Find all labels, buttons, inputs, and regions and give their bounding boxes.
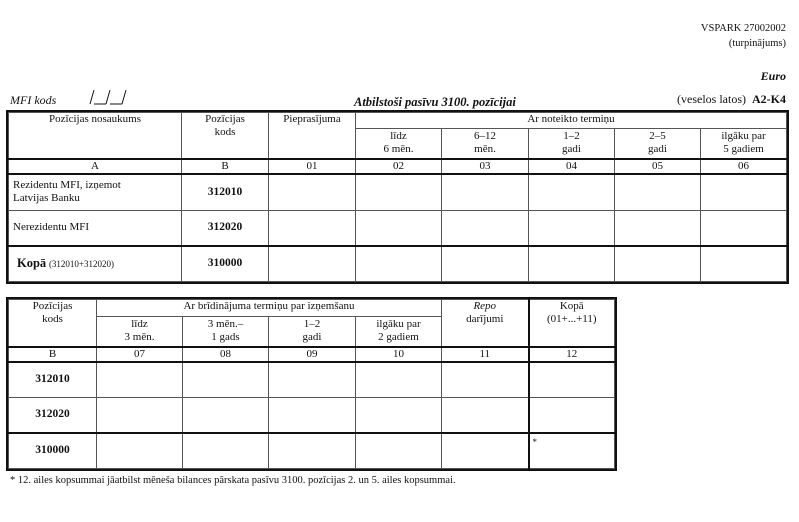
column-codes-row xyxy=(9,347,615,362)
col-code: B xyxy=(9,347,97,362)
col-code: 03 xyxy=(442,159,529,174)
col-code: 10 xyxy=(356,347,442,362)
input-cell[interactable] xyxy=(529,398,615,433)
column-codes-row xyxy=(9,159,787,174)
input-cell[interactable] xyxy=(269,398,356,433)
input-cell[interactable] xyxy=(356,246,442,282)
header-fixed-col-06: ilgāku par 5 gadiem xyxy=(701,129,787,159)
header-total: Kopā (01+...+11) xyxy=(529,300,615,347)
input-cell[interactable] xyxy=(442,362,529,398)
col-code: 06 xyxy=(701,159,787,174)
header-fixed-col-05: 2–5 gadi xyxy=(615,129,701,159)
input-cell[interactable] xyxy=(183,362,269,398)
header-fixed-term-group: Ar noteikto termiņu xyxy=(356,113,787,129)
row-code: 310000 xyxy=(182,246,269,282)
input-cell[interactable] xyxy=(529,362,615,398)
input-cell[interactable] xyxy=(269,362,356,398)
input-cell[interactable] xyxy=(615,211,701,246)
input-cell[interactable] xyxy=(356,362,442,398)
footnote-marker: * xyxy=(532,436,537,447)
col-code: 09 xyxy=(269,347,356,362)
table-code: A2-K4 xyxy=(752,92,786,106)
units-label xyxy=(677,92,786,107)
row-code: 312010 xyxy=(9,362,97,398)
input-cell[interactable] xyxy=(356,433,442,469)
footnote: * 12. ailes kopsummai jāatbilst mēneša bilances pārskata pasīvu 3100. pozīcijas 2. un 5. ailes kopsummai. xyxy=(10,475,456,486)
input-cell[interactable] xyxy=(442,174,529,211)
input-cell[interactable] xyxy=(269,174,356,211)
input-cell[interactable] xyxy=(269,433,356,469)
notice-term-table xyxy=(8,299,615,469)
table-row-total xyxy=(9,433,615,469)
input-cell[interactable] xyxy=(97,362,183,398)
header-position-code: Pozīcijas kods xyxy=(182,113,269,159)
col-code: 05 xyxy=(615,159,701,174)
header-position-code: Pozīcijas kods xyxy=(9,300,97,347)
input-cell-total[interactable] xyxy=(529,433,615,469)
header-notice-col-10: ilgāku par 2 gadiem xyxy=(356,317,442,347)
input-cell[interactable] xyxy=(529,246,615,282)
col-code: 11 xyxy=(442,347,529,362)
form-code: VSPARK 27002002 xyxy=(700,23,786,34)
header-fixed-col-03: 6–12 mēn. xyxy=(442,129,529,159)
mfi-code-input[interactable] xyxy=(86,88,136,106)
input-cell[interactable] xyxy=(97,433,183,469)
row-name: Kopā (312010+312020) xyxy=(9,246,182,282)
table-row xyxy=(9,398,615,433)
table-row xyxy=(9,174,787,211)
input-cell[interactable] xyxy=(529,211,615,246)
col-code: 04 xyxy=(529,159,615,174)
header-fixed-col-04: 1–2 gadi xyxy=(529,129,615,159)
units-text: (veselos latos) xyxy=(677,92,746,106)
currency-label: Euro xyxy=(760,69,786,83)
page-title: Atbilstoši pasīvu 3100. pozīcijai xyxy=(354,95,516,109)
input-cell[interactable] xyxy=(356,398,442,433)
row-name: Nerezidentu MFI xyxy=(9,211,182,246)
fixed-term-table xyxy=(8,112,787,282)
input-cell[interactable] xyxy=(269,246,356,282)
input-cell[interactable] xyxy=(615,174,701,211)
col-code: A xyxy=(9,159,182,174)
col-code: 02 xyxy=(356,159,442,174)
input-cell[interactable] xyxy=(615,246,701,282)
input-cell[interactable] xyxy=(183,433,269,469)
input-cell[interactable] xyxy=(442,433,529,469)
input-cell[interactable] xyxy=(442,398,529,433)
input-cell[interactable] xyxy=(183,398,269,433)
header-fixed-col-02: līdz 6 mēn. xyxy=(356,129,442,159)
input-cell[interactable] xyxy=(701,246,787,282)
table-row xyxy=(9,362,615,398)
input-cell[interactable] xyxy=(269,211,356,246)
input-cell[interactable] xyxy=(356,174,442,211)
input-cell[interactable] xyxy=(701,211,787,246)
header-notice-col-07: līdz 3 mēn. xyxy=(97,317,183,347)
row-code: 312020 xyxy=(182,211,269,246)
header-repo: Repo darījumi xyxy=(442,300,529,347)
header-notice-term-group: Ar brīdinājuma termiņu par izņemšanu xyxy=(97,300,442,317)
table-row-total xyxy=(9,246,787,282)
input-cell[interactable] xyxy=(97,398,183,433)
row-code: 312010 xyxy=(182,174,269,211)
col-code: 07 xyxy=(97,347,183,362)
header-notice-col-09: 1–2 gadi xyxy=(269,317,356,347)
row-name: Rezidentu MFI, izņemot Latvijas Banku xyxy=(9,174,182,211)
input-cell[interactable] xyxy=(529,174,615,211)
input-cell[interactable] xyxy=(442,211,529,246)
continuation-label: (turpinājums) xyxy=(728,38,786,49)
input-cell[interactable] xyxy=(701,174,787,211)
mfi-code-label: MFI kods xyxy=(10,93,57,107)
input-cell[interactable] xyxy=(442,246,529,282)
col-code: 08 xyxy=(183,347,269,362)
input-cell[interactable] xyxy=(356,211,442,246)
row-code: 310000 xyxy=(9,433,97,469)
col-code: B xyxy=(182,159,269,174)
header-position-name: Pozīcijas nosaukums xyxy=(9,113,182,159)
row-code: 312020 xyxy=(9,398,97,433)
header-demand: Pieprasījuma xyxy=(269,113,356,159)
col-code: 01 xyxy=(269,159,356,174)
header-notice-col-08: 3 mēn.– 1 gads xyxy=(183,317,269,347)
col-code: 12 xyxy=(529,347,615,362)
table-row xyxy=(9,211,787,246)
